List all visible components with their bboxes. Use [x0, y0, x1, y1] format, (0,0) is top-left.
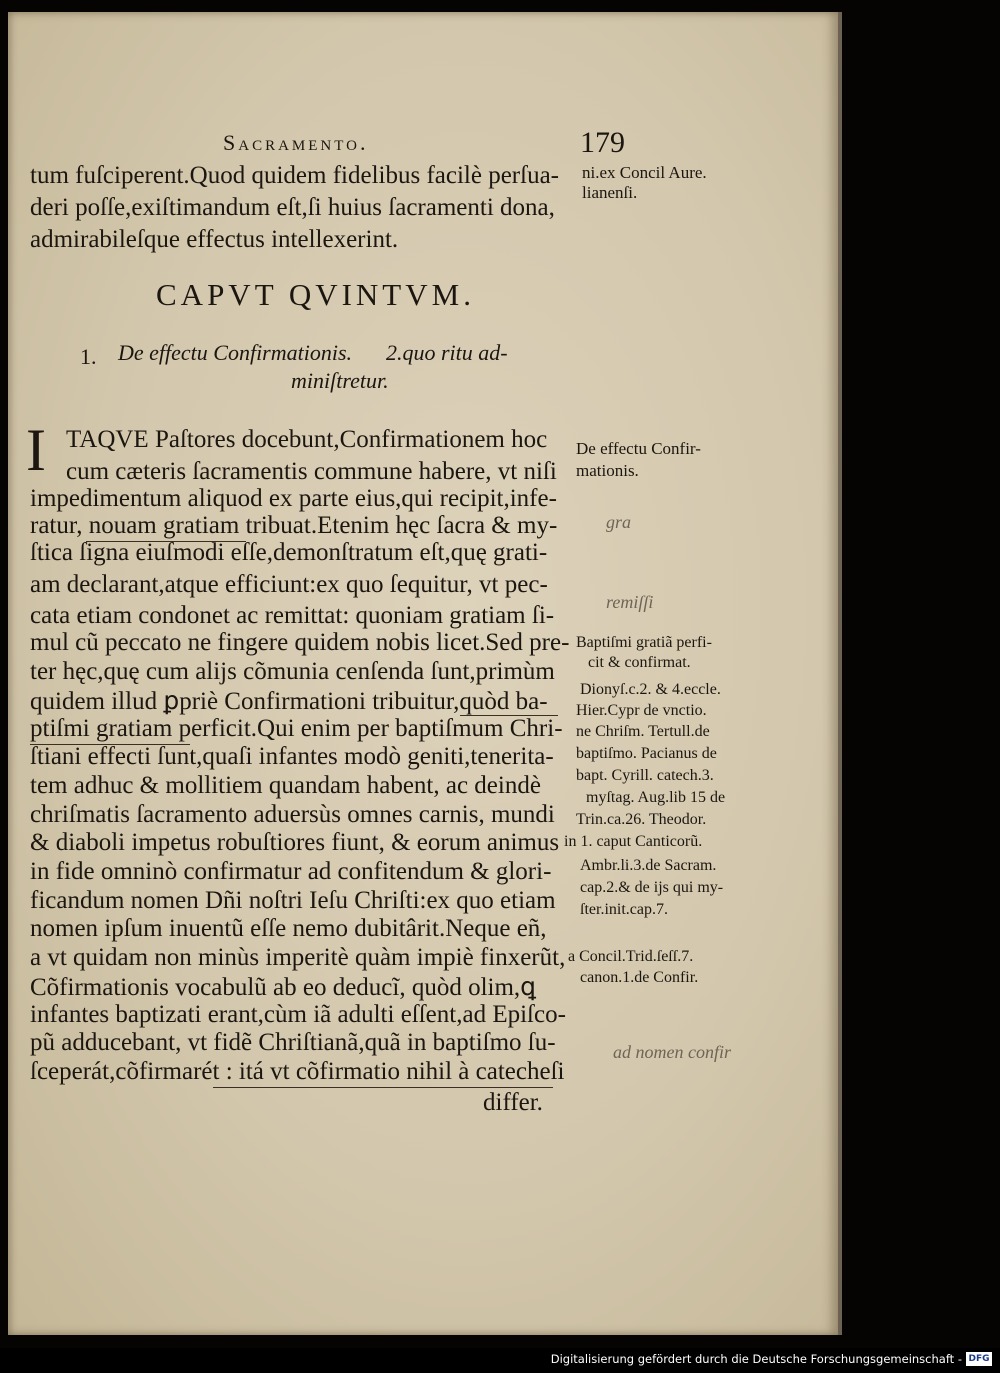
margin-note: Hier.Cypr de vnctio.	[576, 702, 707, 719]
summary-line: De effectu Confirmationis.	[118, 340, 353, 365]
margin-note: cap.2.& de ijs qui my-	[580, 879, 724, 896]
text-line: tum fuſciperent.Quod quidem fidelibus facilè perſua-	[30, 162, 559, 189]
underline	[86, 540, 246, 542]
text-line: ſceperát,cõfirmarét : itá vt cõfirmatio nihil à catecheſi	[30, 1058, 565, 1085]
text-line: nomen ipſum inuentũ eſſe nemo dubitârit.Neque eñ,	[30, 915, 547, 942]
text-line: tem adhuc & mollitiem quandam habent, ac deindè	[30, 772, 541, 799]
margin-note: myſtag. Aug.lib 15 de	[586, 789, 726, 806]
drop-initial: I	[26, 417, 46, 483]
text-line: mul cũ peccato ne fingere quidem nobis licet.Sed pre-	[30, 629, 570, 656]
summary-line: 2.quo ritu ad-	[386, 340, 508, 365]
margin-note: in 1. caput Canticorũ.	[564, 833, 703, 850]
margin-note: ſter.init.cap.7.	[580, 901, 668, 918]
chapter-title: CAPVT QVINTVM.	[156, 277, 475, 312]
text-line: in fide omninò confirmatur ad confitendum & glori-	[30, 858, 552, 885]
margin-note: De effectu Confir-	[576, 439, 701, 458]
text-line: a vt quidam non minùs imperitè quàm impiè finxerũt,	[30, 944, 566, 971]
running-title: Sacramento.	[223, 130, 369, 155]
summary-number: 1.	[80, 344, 97, 369]
text-line: ter hęc,quę cum alijs cõmunia cenſenda ſunt,primùm	[30, 658, 555, 685]
text-line: & diaboli impetus robuſtiores fiunt, & eorum animus	[30, 829, 560, 856]
margin-note: bapt. Cyrill. catech.3.	[576, 767, 714, 784]
page-edge	[838, 12, 842, 1335]
text-line: TAQVE Paſtores docebunt,Confirmationem hoc	[66, 426, 548, 453]
pencil-annotation: ad nomen confir	[613, 1042, 731, 1062]
text-line: deri poſſe,exiſtimandum eſt,ſi huius ſacramenti dona,	[30, 194, 555, 221]
margin-note: mationis.	[576, 461, 639, 480]
margin-note: ni.ex Concil Aure.	[582, 163, 707, 182]
margin-note: Dionyſ.c.2. & 4.eccle.	[580, 681, 721, 698]
margin-note: Ambr.li.3.de Sacram.	[580, 857, 717, 874]
text-line: am declarant,atque efficiunt:ex quo ſequitur, vt pec-	[30, 571, 548, 598]
text-line: ſtica ſigna eiuſmodi eſſe,demonſtratum eſt,quę grati-	[30, 539, 548, 566]
margin-note: ne Chriſm. Tertull.de	[576, 723, 710, 740]
margin-note: lianenſi.	[582, 183, 638, 202]
pencil-annotation: gra	[606, 512, 632, 532]
underline	[460, 714, 558, 716]
margin-note: Baptiſmi gratiã perfi-	[576, 634, 712, 651]
text-line: admirabileſque effectus intellexerint.	[30, 226, 399, 253]
summary-line: miniſtretur.	[291, 368, 389, 393]
margin-note: baptiſmo. Pacianus de	[576, 745, 717, 762]
text-line: ptiſmi gratiam perficit.Qui enim per baptiſmum Chri-	[30, 715, 563, 742]
text-line: ſtiani effecti ſunt,quaſi infantes modò geniti,tenerita-	[30, 743, 554, 770]
text-line: pũ adducebant, vt fidẽ Chriſtianã,quã in baptiſmo ſu-	[30, 1029, 556, 1056]
text-line: ficandum nomen Dñi noſtri Ieſu Chriſti:ex quo etiam	[30, 887, 556, 914]
margin-note: a Concil.Trid.ſeſſ.7.	[568, 948, 694, 965]
text-line: quidem illud ꝑpriè Confirmationi tribuitur,quòd ba-	[30, 688, 548, 715]
text-line: Cõfirmationis vocabulũ ab eo deducĩ, quòd olim,ꝗ	[30, 974, 537, 1001]
dfg-logo: DFG	[966, 1352, 992, 1366]
funding-notice: Digitalisierung gefördert durch die Deutsche Forschungsgemeinschaft -	[550, 1352, 962, 1366]
page-number: 179	[580, 126, 625, 159]
underline	[30, 743, 190, 745]
margin-note: cit & confirmat.	[588, 654, 691, 671]
pencil-annotation: remiſſi	[606, 592, 654, 612]
catchword: differ.	[483, 1089, 543, 1116]
book-page	[8, 12, 838, 1335]
text-line: chriſmatis ſacramento aduersùs omnes carnis, mundi	[30, 801, 555, 828]
margin-note: Trin.ca.26. Theodor.	[576, 811, 707, 828]
text-line: cum cæteris ſacramentis commune habere, vt niſi	[66, 458, 557, 485]
text-line: cata etiam condonet ac remittat: quoniam gratiam ſi-	[30, 602, 555, 629]
underline	[213, 1086, 553, 1088]
text-line: infantes baptizati erant,cùm iã adulti eſſent,ad Epiſco-	[30, 1001, 566, 1028]
margin-note: canon.1.de Confir.	[580, 969, 699, 986]
text-line: impedimentum aliquod ex parte eius,qui recipit,infe-	[30, 485, 557, 512]
text-line: ratur, nouam gratiam tribuat.Etenim hęc ſacra & my-	[30, 512, 558, 539]
